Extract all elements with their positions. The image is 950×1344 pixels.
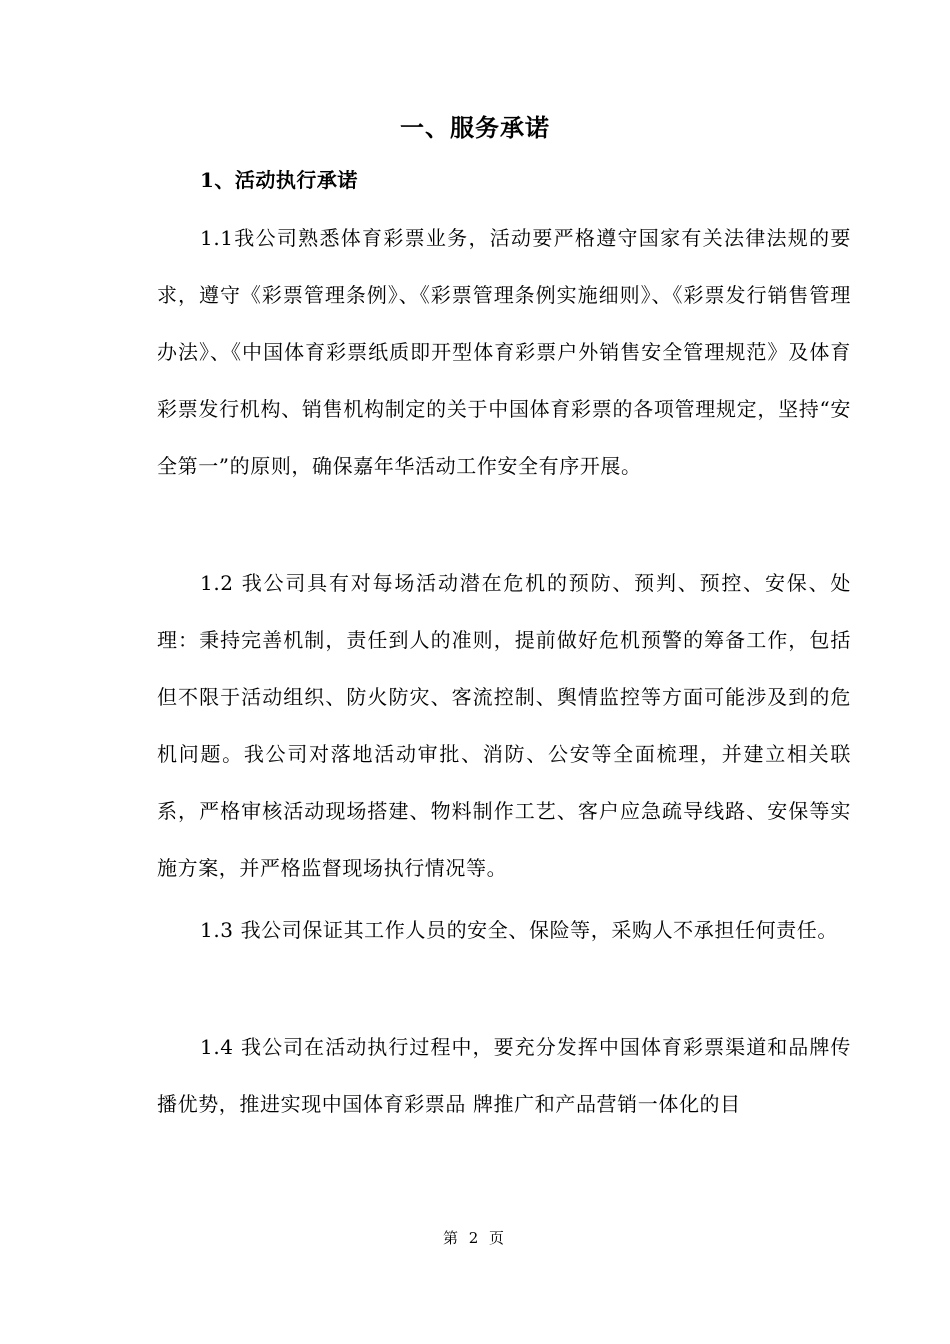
paragraph-1-1: 1.1我公司熟悉体育彩票业务，活动要严格遵守国家有关法律法规的要求，遵守《彩票管理条例》、《彩票管理条例实施细则》、《彩票发行销售管理办法》、《中国体育彩票纸质即开型体育彩票户外销售安全管理规范》及体育彩票发行机构、销售机构制定的关于中国体育彩票的各项管理规定，坚持“安全第一”的原则，确保嘉年华活动工作安全有序开展。 [157,226,851,478]
section-heading: 1、活动执行承诺 [200,168,358,192]
paragraph-1-2: 1.2 我公司具有对每场活动潜在危机的预防、预判、预控、安保、处理：秉持完善机制，责任到人的准则，提前做好危机预警的筹备工作，包括但不限于活动组织、防火防灾、客流控制、舆情监控等方面可能涉及到的危机问题。我公司对落地活动审批、消防、公安等全面梳理，并建立相关联系，严格审核活动现场搭建、物料制作工艺、客户应急疏导线路、安保等实施方案，并严格监督现场执行情况等。 [157,571,851,880]
page-number-footer: 第 2 页 [442,1229,508,1247]
paragraph-1-4: 1.4 我公司在活动执行过程中，要充分发挥中国体育彩票渠道和品牌传播优势，推进实现中国体育彩票品 牌推广和产品营销一体化的目 [157,1035,851,1116]
paragraph-1-3: 1.3 我公司保证其工作人员的安全、保险等，采购人不承担任何责任。 [200,918,838,942]
page-title: 一、服务承诺 [400,113,550,142]
